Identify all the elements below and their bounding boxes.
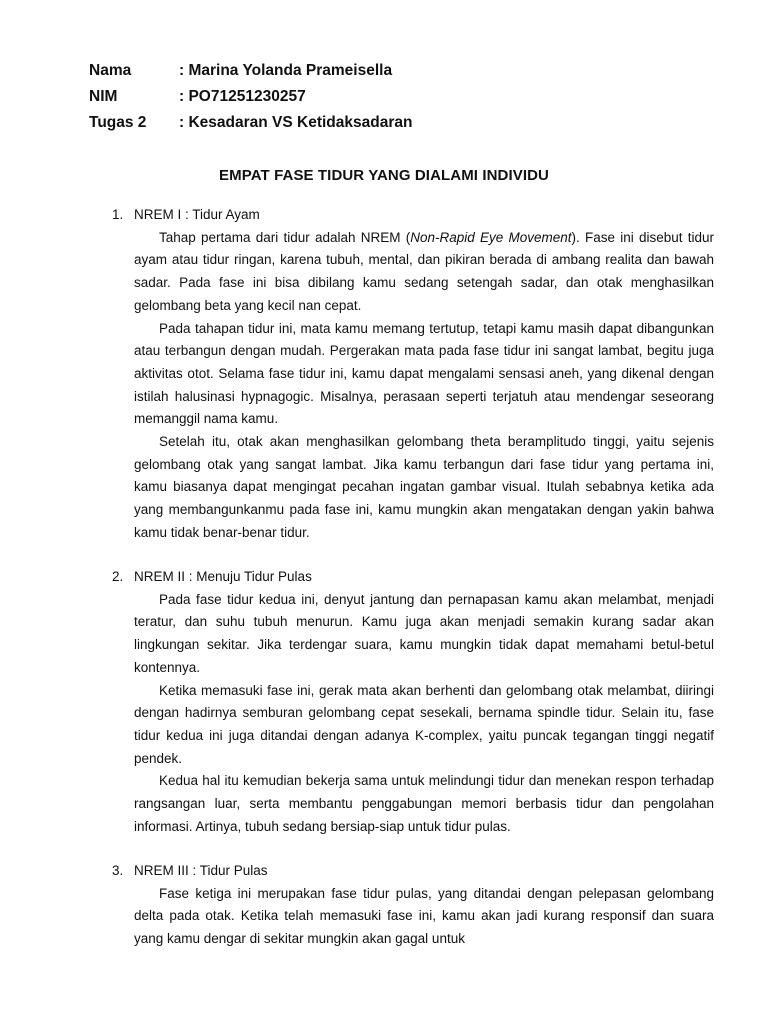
name-label: Nama bbox=[89, 62, 132, 79]
nim-value: : PO71251230257 bbox=[179, 88, 306, 105]
document-title: EMPAT FASE TIDUR YANG DIALAMI INDIVIDU bbox=[219, 167, 549, 184]
section-nrem-1 bbox=[112, 204, 714, 545]
section-heading bbox=[112, 204, 714, 227]
paragraph: Ketika memasuki fase ini, gerak mata akan berhenti dan gelombang otak melambat, diiringi dengan hadirnya semburan gelombang cepat sesekali, bernama spindle tidur. Selain itu, fase tidur kedua ini juga ditandai dengan adanya K-complex, yaitu puncak tegangan tinggi negatif pendek. bbox=[134, 682, 714, 766]
name-value: : Marina Yolanda Prameisella bbox=[179, 62, 393, 79]
paragraph-text: Tahap pertama dari tidur adalah NREM ( bbox=[159, 229, 411, 245]
info-row-task bbox=[89, 112, 412, 138]
section-number: 3. bbox=[112, 863, 124, 878]
section-number: 1. bbox=[112, 207, 124, 222]
task-value: : Kesadaran VS Ketidaksadaran bbox=[179, 114, 413, 131]
info-row-name bbox=[89, 60, 412, 86]
section-heading bbox=[112, 566, 714, 589]
student-info bbox=[89, 60, 412, 138]
section-heading bbox=[112, 860, 714, 883]
section-nrem-3 bbox=[112, 860, 714, 951]
paragraph bbox=[134, 227, 714, 318]
paragraph: Kedua hal itu kemudian bekerja sama untuk melindungi tidur dan menekan respon terhadap rangsangan luar, serta membantu penggabungan memori berbasis tidur dan pengolahan informasi. Artinya, tubuh sedang bersiap-siap untuk tidur pulas. bbox=[134, 773, 714, 834]
task-label: Tugas 2 bbox=[89, 114, 147, 131]
section-title: NREM II : Menuju Tidur Pulas bbox=[134, 569, 312, 584]
paragraph: Fase ketiga ini merupakan fase tidur pulas, yang ditandai dengan pelepasan gelombang delta pada otak. Ketika telah memasuki fase ini, kamu akan jadi kurang responsif dan suara yang kamu dengar di sekitar mungkin akan gagal untuk bbox=[134, 885, 714, 947]
italic-term: Non-Rapid Eye Movement bbox=[410, 229, 572, 245]
section-nrem-2 bbox=[112, 566, 714, 838]
section-title: NREM III : Tidur Pulas bbox=[134, 863, 268, 878]
section-title: NREM I : Tidur Ayam bbox=[134, 207, 260, 222]
nim-label: NIM bbox=[89, 88, 118, 105]
paragraph: Pada fase tidur kedua ini, denyut jantung dan pernapasan kamu akan melambat, menjadi teratur, dan suhu tubuh menurun. Kamu juga akan menjadi semakin kurang sadar akan lingkungan sekitar. Jika terdengar suara, kamu mungkin tidak dapat memahami betul-betul kontennya. bbox=[134, 591, 714, 675]
paragraph: Setelah itu, otak akan menghasilkan gelombang theta beramplitudo tinggi, yaitu sejenis gelombang otak yang sangat lambat. Jika kamu terbangun dari fase tidur yang pertama ini, kamu biasanya dapat mengingat pecahan ingatan gambar visual. Itulah sebabnya ketika ada yang membangunkanmu pada fase ini, kamu mungkin akan mengatakan dengan yakin bahwa kamu tidak benar-benar tidur. bbox=[134, 434, 714, 540]
paragraph-text: ). Fase ini disebut tidur ayam atau tidur ringan, karena tubuh, mental, dan pikiran berada di ambang realita dan bawah sadar. Pada fase ini bisa dibilang kamu sedang setengah sadar, dan otak menghasilkan gelombang beta yang kecil nan cepat. bbox=[134, 229, 714, 313]
paragraph: Pada tahapan tidur ini, mata kamu memang tertutup, tetapi kamu masih dapat dibangunkan atau terbangun dengan mudah. Pergerakan mata pada fase tidur ini sangat lambat, begitu juga aktivitas otot. Selama fase tidur ini, kamu dapat mengalami sensasi aneh, yang dikenal dengan istilah halusinasi hypnagogic. Misalnya, perasaan seperti terjatuh atau mendengar seseorang memanggil nama kamu. bbox=[134, 320, 714, 427]
info-row-nim bbox=[89, 86, 412, 112]
section-number: 2. bbox=[112, 569, 124, 584]
